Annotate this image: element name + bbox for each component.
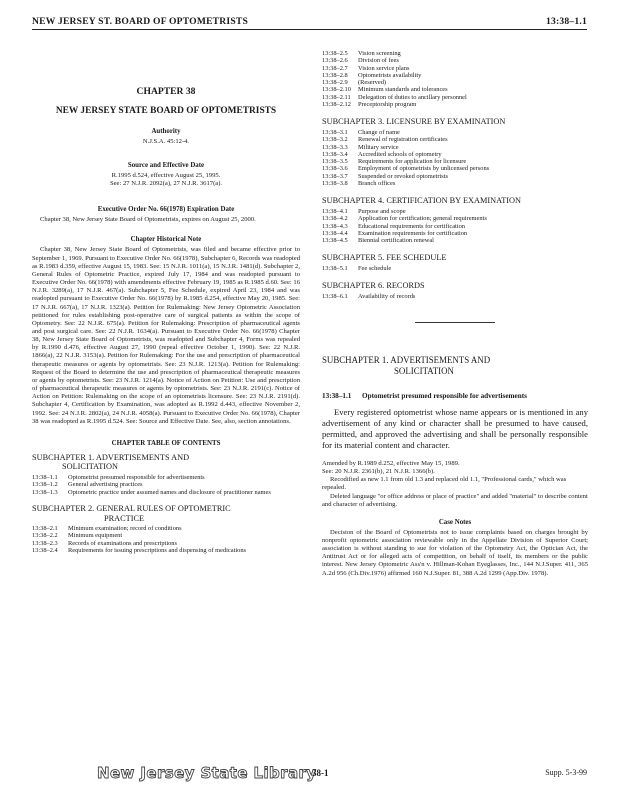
toc-entry[interactable]: 13:38–2.7 Vision service plans [322, 64, 410, 72]
toc-subchapter-2-title: SUBCHAPTER 2. GENERAL RULES OF OPTOMETRIC PRACTICE [32, 503, 231, 523]
toc-entry[interactable]: 13:38–2.8 Optometrists availability [322, 71, 422, 79]
toc-entry[interactable]: 13:38–2.4 Requirements for issuing prescriptions and dispensing of medications [32, 547, 247, 555]
toc-entry[interactable]: 13:38–3.2 Renewal of registration certificates [322, 136, 448, 144]
toc-entry[interactable]: 13:38–2.3 Records of examinations and prescriptions [32, 539, 177, 547]
supplement-date: Supp. 5-3-99 [545, 768, 587, 777]
toc-subchapter-6-list [322, 293, 588, 300]
toc-subchapter-4-list [322, 208, 588, 244]
toc-entry[interactable]: 13:38–5.1 Fee schedule [322, 265, 392, 273]
section-number: 13:38–1.1 [322, 392, 352, 401]
toc-subchapter-1-title: SUBCHAPTER 1. ADVERTISEMENTS AND SOLICITATION [32, 452, 190, 472]
toc-entry[interactable]: 13:38–4.5 Biennial certification renewal [322, 237, 434, 245]
toc-heading: CHAPTER TABLE OF CONTENTS [111, 439, 221, 447]
case-notes-heading: Case Notes [438, 518, 472, 526]
amendment-note: Amended by R.1989 d.252, effective May 15, 1989. See: 20 N.J.R. 2361(b), 21 N.J.R. 1366(b). Recodified as new 1.1 from old 1.3 and replaced old 1.1, "Professional cards," which was repealed. Deleted language "or office address or place of practice" and added "material" to describe content and character of advertising. [322, 460, 588, 508]
toc-entry[interactable]: 13:38–2.6 Division of fees [322, 57, 399, 65]
section-divider [415, 322, 495, 323]
toc-entry[interactable]: 13:38–2.9 (Reserved) [322, 79, 387, 87]
toc-entry[interactable]: 13:38–6.1 Availability of records [322, 292, 416, 300]
toc-entry[interactable]: 13:38–2.10 Minimum standards and tolerances [322, 86, 448, 94]
section-body: Every registered optometrist whose name appears or is mentioned in any advertisement of any kind or character shall be presumed to have caused, permitted, and approved the advertising and shall be personally responsible for its material content and character. [322, 407, 588, 451]
toc-entry[interactable]: 13:38–1.2 General advertising practices [32, 481, 143, 489]
header-title: NEW JERSEY ST. BOARD OF OPTOMETRISTS [32, 16, 248, 27]
toc-entry[interactable]: 13:38–2.12 Preceptorship program [322, 101, 417, 109]
toc-entry[interactable]: 13:38–1.3 Optometric practice under assumed names and disclosure of practitioner names [32, 488, 271, 496]
case-notes-text: Decision of the Board of Optometrists not to issue complaints based on charges brought by nonprofit optometric association reviewable only in the Appellate Division of Superior Court; association is without standing to sue for violation of the Optometry Act, the Optician Act, the Antitrust Act or for alleged acts of competition, on behalf of itself, its members or the public interest. New Jersey Optometric Ass'n v. Hillman-Kohan Eyeglasses, Inc., 144 N.J.Super. 411, 365 A.2d 956 (Ch.Div.1976) affirmed 160 N.J.Super. 81, 388 A.2d 1299 (App.Div. 1978). [322, 528, 588, 577]
toc-entry[interactable]: 13:38–3.8 Branch offices [322, 180, 396, 188]
toc-entry[interactable]: 13:38–4.1 Purpose and scope [322, 207, 406, 215]
authority-text: N.J.S.A. 45:12-4. [142, 138, 190, 145]
toc-entry[interactable]: 13:38–4.3 Educational requirements for certification [322, 222, 465, 230]
toc-subchapter-5-list [322, 265, 588, 272]
section-title: Optometrist presumed responsible for advertisements [362, 392, 527, 401]
eo-text: Chapter 38, New Jersey State Board of Optometrists, expires on August 25, 2000. [40, 216, 256, 224]
running-header [32, 12, 587, 30]
toc-subchapter-1-list [32, 474, 300, 496]
header-section-number: 13:38–1.1 [546, 16, 587, 27]
toc-entry[interactable]: 13:38–4.4 Examination requirements for certification [322, 229, 468, 237]
history-heading: Chapter Historical Note [130, 236, 202, 244]
chapter-title: NEW JERSEY STATE BOARD OF OPTOMETRISTS [55, 106, 277, 116]
toc-entry[interactable]: 13:38–3.6 Employment of optometrists by unlicensed persons [322, 165, 490, 173]
right-column [322, 50, 588, 578]
toc-entry[interactable]: 13:38–2.11 Delegation of duties to ancillary personnel [322, 93, 467, 101]
toc-entry[interactable]: 13:38–2.1 Minimum examination; record of conditions [32, 525, 182, 533]
toc-subchapter-2-continued [322, 50, 588, 108]
toc-subchapter-5-title: SUBCHAPTER 5. FEE SCHEDULE [322, 253, 447, 263]
source-line-1: R.1995 d.524, effective August 25, 1995. [111, 172, 221, 180]
toc-subchapter-4-title: SUBCHAPTER 4. CERTIFICATION BY EXAMINATION [322, 196, 522, 206]
section-heading [322, 392, 588, 401]
toc-entry[interactable]: 13:38–2.2 Minimum equipment [32, 532, 123, 540]
source-heading: Source and Effective Date [127, 162, 205, 170]
toc-entry[interactable]: 13:38–2.5 Vision screening [322, 50, 401, 57]
toc-subchapter-3-list [322, 129, 588, 187]
source-line-2: See: 27 N.J.R. 2092(a), 27 N.J.R. 3617(a). [109, 180, 223, 188]
library-stamp: New Jersey State Library [97, 764, 317, 782]
toc-subchapter-6-title: SUBCHAPTER 6. RECORDS [322, 281, 425, 291]
toc-entry[interactable]: 13:38–4.2 Application for certification; general requirements [322, 215, 487, 223]
chapter-number: CHAPTER 38 [136, 86, 196, 97]
toc-entry[interactable]: 13:38–1.1 Optometrist presumed responsible for advertisements [32, 474, 205, 482]
toc-entry[interactable]: 13:38–3.7 Suspended or revoked optometrists [322, 172, 448, 180]
page-footer [32, 762, 587, 786]
history-text: Chapter 38, New Jersey State Board of Optometrists, was filed and became effective prior to September 1, 1969. Pursuant to Executive Order No. 66(1978), Subchapter 6, Records was readopted as R.1983 d.359, effective August 15, 1983. See: 15 N.J.R. 1011(a), 15 N.J.R. 1481(d). Subchapter 2, General Rules of Optometric Practice, expired July 17, 1984 and was readopted pursuant to Executive Order No. 66(1978) with amendments effective February 19, 1985 as R.1985 d.60. See: 16 N.J.R. 3289(a), 17 N.J.R. 467(a). Subchapter 5, Fee Schedule, expired April 23, 1984 and was readopted pursuant to Executive Order No. 66(1978) by R.1985 d.254, effective May 20, 1985. See: 17 N.J.R. 667(a), 17 N.J.R. 1323(a). Petition for Rulemaking: New Jersey Optometric Association petitioned for rules establishing post-operative care of surgical patients as within the scope of Optometry. See: 22 N.J.R. 675(a). Petition for Rulemaking: Prescription of pharmaceutical agents and post surgical care. See: 22 N.J.R. 1634(a). Pursuant to Executive Order No. 66(1978) Chapter 38, New Jersey State Board of Optometrists, was readopted and Subchapter 4, Forms was repealed by R.1990 d.476, effective August 27, 1990 (repeal effective October 1, 1990). See: 22 N.J.R. 1866(a), 22 N.J.R. 3153(a). Petition for Rulemaking: For the use and prescription of pharmaceutical therapeutic measures or agents by optometrists. See: 23 N.J.R. 1213(a). Petition for Rulemaking: Request of the Board to determine the use and prescription of pharmaceutical therapeutic measures or agents by optometrists. See: 23 N.J.R. 1214(a). Notice of Action on Petition: Use and prescription of pharmaceutical therapeutic measures or agents by optometrists. See: 23 N.J.R. 2191(c). Notice of Action on Petition: Rulemaking on the scope of an optometrists licensure. See: 23 N.J.R. 2191(d). Subchapter 4, Certification by Examination, was adopted as R.1992 d.443, effective November 2, 1992. See: 24 N.J.R. 2802(a), 24 N.J.R. 4058(a). Pursuant to Executive Order No. 66(1978), Chapter 38 was readopted as R.1995 d.524. See: Source and Effective Date. See, also, section annotations. [32, 246, 300, 425]
eo-heading: Executive Order No. 66(1978) Expiration Date [97, 206, 235, 214]
toc-entry[interactable]: 13:38–3.5 Requirements for application for licensure [322, 158, 467, 166]
toc-entry[interactable]: 13:38–3.3 Military service [322, 143, 399, 151]
toc-entry[interactable]: 13:38–3.1 Change of name [322, 128, 400, 136]
page-number: 38-1 [312, 768, 329, 778]
authority-heading: Authority [151, 128, 181, 135]
toc-subchapter-3-title: SUBCHAPTER 3. LICENSURE BY EXAMINATION [322, 117, 506, 127]
toc-entry[interactable]: 13:38–3.4 Accredited schools of optometry [322, 150, 442, 158]
left-column [32, 38, 300, 554]
subchapter-1-heading: SUBCHAPTER 1. ADVERTISEMENTS AND SOLICITATION [322, 355, 491, 376]
toc-subchapter-2-list [32, 525, 300, 554]
